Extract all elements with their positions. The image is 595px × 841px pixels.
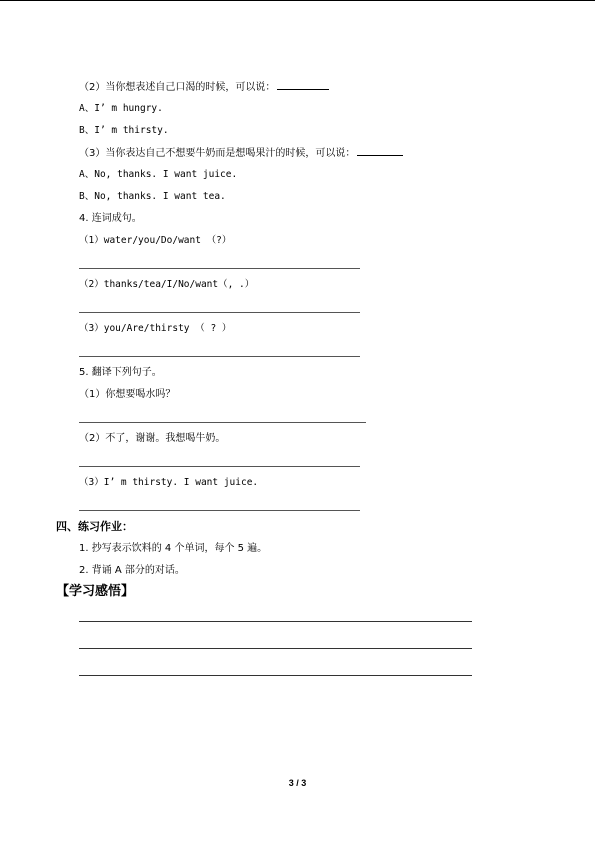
q3-option-a: A、No, thanks. I want juice. [79,169,238,180]
section5-heading: 5. 翻译下列句子。 [79,367,162,378]
section5-answer-line-2[interactable] [79,466,360,467]
section4-item-2: （2）thanks/tea/I/No/want（, .） [79,279,255,290]
section5-answer-line-3[interactable] [79,510,360,511]
homework-item-2: 2. 背诵 A 部分的对话。 [79,565,185,576]
section4-answer-line-3[interactable] [79,356,360,357]
q2-option-b: B、I’ m thirsty. [79,125,169,136]
section4-item-3: （3）you/Are/thirsty （ ? ） [79,323,232,334]
homework-item-1: 1. 抄写表示饮料的 4 个单词，每个 5 遍。 [79,543,268,554]
q2-answer-blank[interactable] [277,80,329,90]
section4-heading: 4. 连词成句。 [79,213,142,224]
section5-item-3: （3）I’ m thirsty. I want juice. [79,477,259,488]
top-border [0,0,595,1]
q3-answer-blank[interactable] [357,146,403,156]
section4-answer-line-2[interactable] [79,312,360,313]
page-number: 3 / 3 [288,778,307,788]
reflection-heading: 【学习感悟】 [56,584,135,599]
q2-option-a: A、I’ m hungry. [79,103,163,114]
section4-item-1: （1）water/you/Do/want （?） [79,235,232,246]
homework-heading: 四、练习作业： [56,520,133,533]
section5-item-2: （2）不了，谢谢。我想喝牛奶。 [79,433,226,444]
reflection-line-1[interactable] [79,621,472,622]
reflection-line-3[interactable] [79,675,472,676]
q3-option-b: B、No, thanks. I want tea. [79,191,226,202]
section5-item-1: （1）你想要喝水吗？ [79,389,176,400]
section5-answer-line-1[interactable] [79,422,366,423]
reflection-line-2[interactable] [79,648,472,649]
section4-answer-line-1[interactable] [79,268,360,269]
q2-prompt: （2）当你想表述自己口渴的时候，可以说： [79,80,329,94]
q3-prompt: （3）当你表达自己不想要牛奶而是想喝果汁的时候，可以说： [79,146,403,160]
